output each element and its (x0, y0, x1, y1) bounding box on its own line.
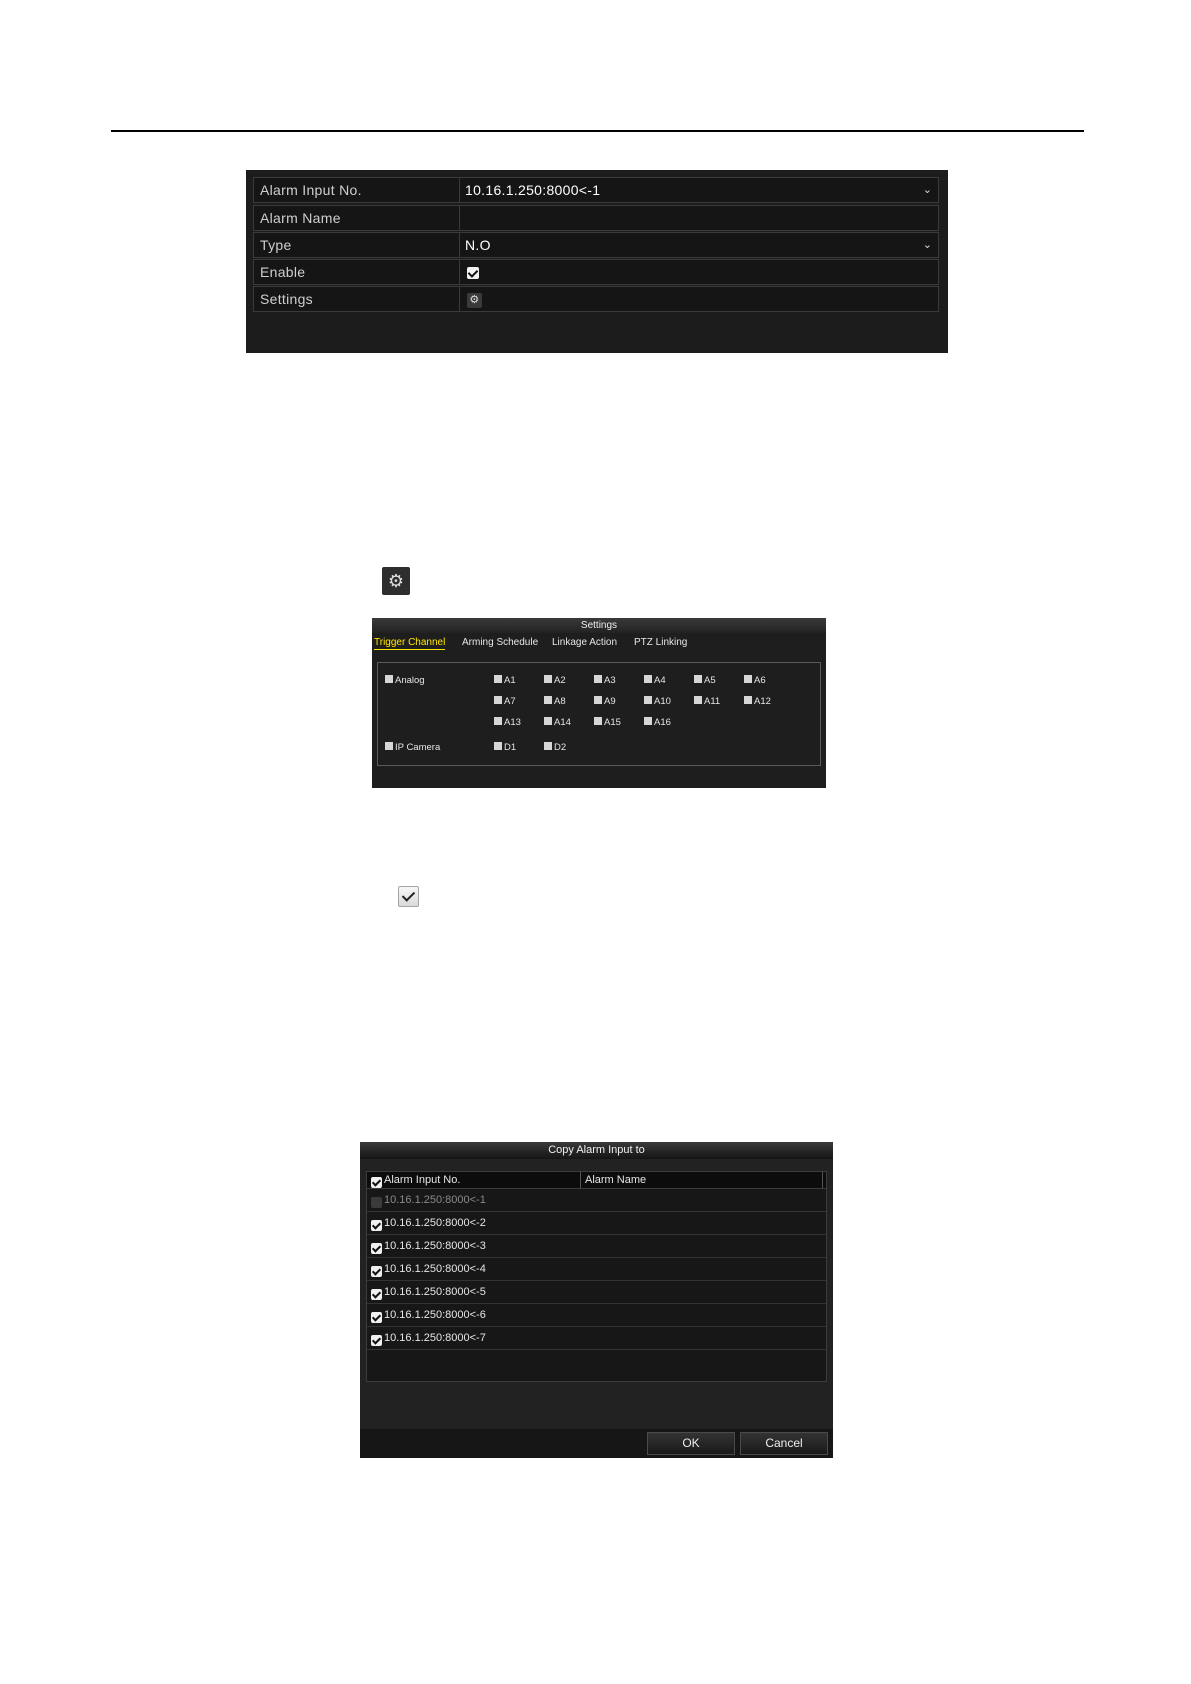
page-header-rule (111, 130, 1084, 132)
row-alarm-input: 10.16.1.250:8000<-6 (384, 1309, 486, 1321)
channel-checkbox-a5[interactable] (694, 675, 716, 687)
type-select[interactable]: N.O (465, 237, 491, 253)
copy-dialog-title: Copy Alarm Input to (360, 1142, 833, 1159)
channel-checkbox-a13[interactable] (494, 717, 521, 729)
channel-checkbox-a3[interactable] (594, 675, 616, 687)
channel-checkbox-d2[interactable] (544, 742, 566, 754)
channel-checkbox-a8[interactable] (544, 696, 566, 708)
type-row[interactable] (253, 232, 939, 258)
channel-label: A3 (604, 675, 616, 686)
channel-label: A9 (604, 696, 616, 707)
table-row[interactable] (367, 1281, 826, 1304)
column-divider (822, 1172, 823, 1188)
row-alarm-input: 10.16.1.250:8000<-1 (384, 1194, 486, 1206)
copy-dialog-footer (360, 1429, 833, 1458)
channel-checkbox-a11[interactable] (694, 696, 720, 708)
alarm-input-no-label: Alarm Input No. (254, 178, 460, 202)
channel-checkbox-a2[interactable] (544, 675, 566, 687)
cancel-button[interactable]: Cancel (740, 1432, 828, 1455)
chevron-down-icon[interactable]: ⌄ (922, 184, 932, 196)
channel-checkbox-a12[interactable] (744, 696, 771, 708)
tab-trigger-channel[interactable]: Trigger Channel (374, 637, 446, 648)
row-alarm-input: 10.16.1.250:8000<-2 (384, 1217, 486, 1229)
alarm-name-label: Alarm Name (254, 206, 460, 230)
channel-label: A6 (754, 675, 766, 686)
settings-tabs (372, 635, 826, 655)
channel-checkbox-a15[interactable] (594, 717, 621, 729)
settings-cell (460, 287, 938, 311)
enable-cell (460, 260, 938, 284)
channel-label: A4 (654, 675, 666, 686)
channel-checkbox-a6[interactable] (744, 675, 766, 687)
tab-arming-schedule[interactable]: Arming Schedule (462, 637, 539, 648)
row-alarm-input: 10.16.1.250:8000<-3 (384, 1240, 486, 1252)
settings-label: Settings (254, 287, 460, 311)
gear-icon: ⚙ (382, 567, 410, 595)
channel-label: A1 (504, 675, 516, 686)
table-row[interactable] (367, 1304, 826, 1327)
ok-button[interactable]: OK (647, 1432, 735, 1455)
alarm-input-no-row[interactable] (253, 177, 939, 203)
channel-label: A14 (554, 717, 571, 728)
enable-row (253, 259, 939, 285)
channel-label: A13 (504, 717, 521, 728)
row-alarm-input: 10.16.1.250:8000<-7 (384, 1332, 486, 1344)
channel-label: A15 (604, 717, 621, 728)
copy-table-header (367, 1172, 826, 1189)
trigger-channel-box (377, 662, 821, 766)
enable-label: Enable (254, 260, 460, 284)
enable-checkbox[interactable] (467, 267, 479, 279)
channel-checkbox-a1[interactable] (494, 675, 516, 687)
channel-label: A16 (654, 717, 671, 728)
channel-checkbox-a14[interactable] (544, 717, 571, 729)
column-header-alarm-name[interactable]: Alarm Name (585, 1174, 647, 1186)
channel-label: A11 (704, 696, 721, 707)
channel-label: A7 (504, 696, 516, 707)
settings-dialog-title: Settings (372, 618, 826, 633)
type-label: Type (254, 233, 460, 257)
table-row[interactable] (367, 1327, 826, 1350)
column-divider (580, 1172, 581, 1188)
table-row[interactable] (367, 1189, 826, 1212)
channel-checkbox-a9[interactable] (594, 696, 616, 708)
analog-group-checkbox[interactable] (385, 675, 425, 687)
channel-label: D1 (504, 742, 517, 753)
channel-checkbox-a10[interactable] (644, 696, 671, 708)
table-row[interactable] (367, 1212, 826, 1235)
channel-checkbox-d1[interactable] (494, 742, 516, 754)
table-row[interactable] (367, 1258, 826, 1281)
ip-camera-label: IP Camera (395, 742, 441, 753)
analog-label: Analog (395, 675, 425, 686)
channel-label: D2 (554, 742, 567, 753)
alarm-input-no-select[interactable]: 10.16.1.250:8000<-1 (465, 182, 601, 198)
copy-alarm-input-dialog (360, 1142, 833, 1458)
tab-ptz-linking[interactable]: PTZ Linking (634, 637, 688, 648)
tab-linkage-action[interactable]: Linkage Action (552, 637, 618, 648)
copy-table (366, 1171, 827, 1382)
settings-row (253, 286, 939, 312)
row-checkbox[interactable] (371, 1332, 382, 1354)
channel-checkbox-a16[interactable] (644, 717, 671, 729)
gear-icon[interactable]: ⚙ (467, 293, 482, 308)
channel-label: A2 (554, 675, 566, 686)
channel-label: A10 (654, 696, 671, 707)
alarm-input-panel (246, 170, 948, 353)
alarm-name-input[interactable] (460, 206, 938, 230)
channel-checkbox-a7[interactable] (494, 696, 516, 708)
channel-label: A12 (754, 696, 771, 707)
chevron-down-icon[interactable]: ⌄ (922, 239, 932, 251)
ip-camera-group-checkbox[interactable] (385, 742, 440, 754)
column-header-alarm-input-no[interactable]: Alarm Input No. (384, 1174, 461, 1186)
channel-label: A8 (554, 696, 566, 707)
settings-dialog (372, 618, 826, 788)
table-row[interactable] (367, 1235, 826, 1258)
checkbox-checked-icon (398, 886, 419, 907)
row-alarm-input: 10.16.1.250:8000<-4 (384, 1263, 486, 1275)
row-alarm-input: 10.16.1.250:8000<-5 (384, 1286, 486, 1298)
channel-checkbox-a4[interactable] (644, 675, 666, 687)
channel-label: A5 (704, 675, 716, 686)
alarm-name-row[interactable] (253, 205, 939, 231)
